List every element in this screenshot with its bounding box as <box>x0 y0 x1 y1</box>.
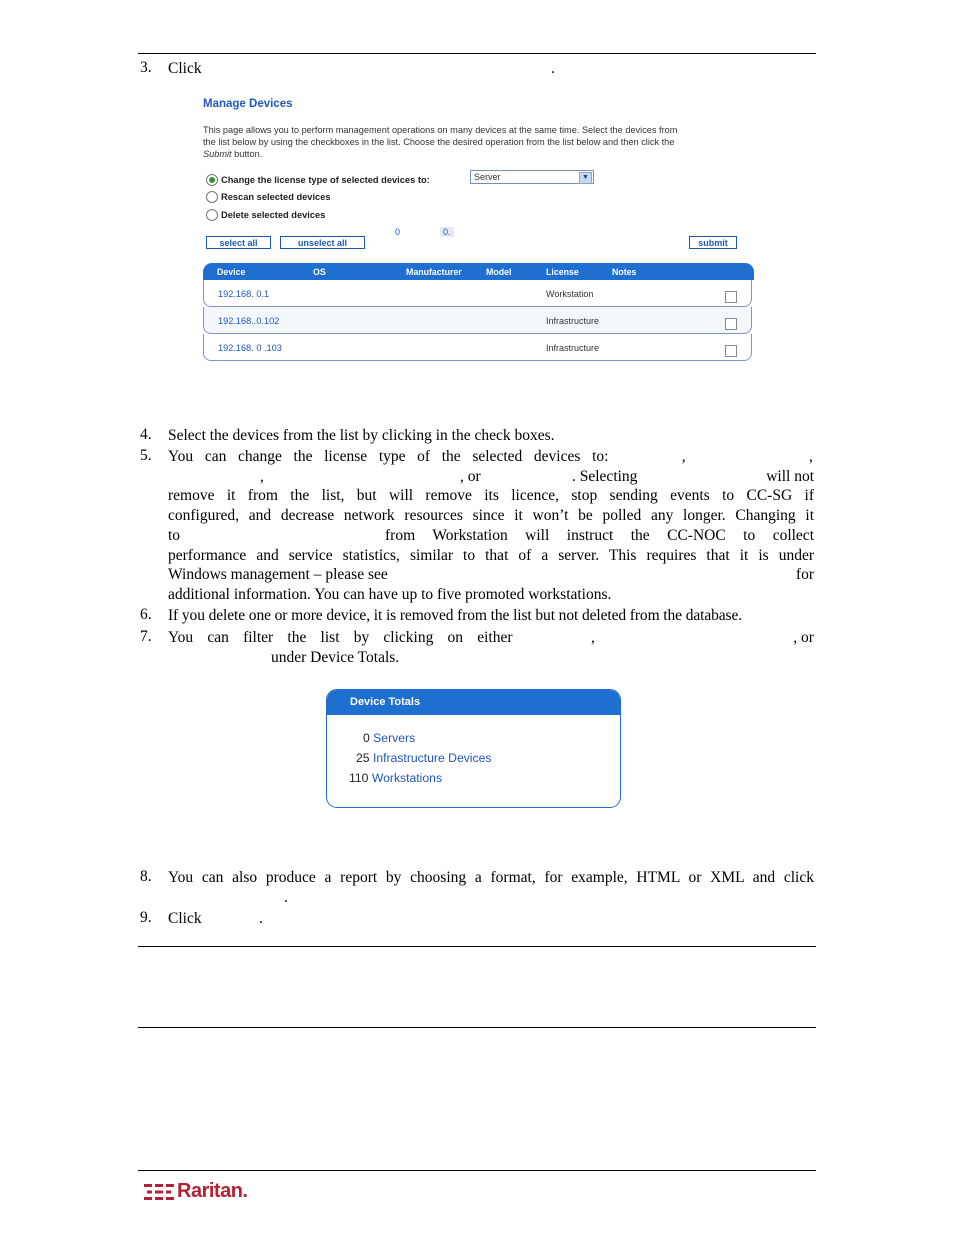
option-rescan-label: Rescan selected devices <box>221 192 331 202</box>
desc-line-3-rest: button. <box>231 149 263 159</box>
option-rescan[interactable] <box>206 191 331 203</box>
infrastructure-total <box>356 751 491 765</box>
desc-line-1: This page allows you to perform management operations on many devices at the same time. Select the devices from <box>203 125 678 135</box>
word: can <box>207 629 229 646</box>
step-3-period: . <box>551 60 555 77</box>
raritan-logo-mark-icon <box>144 1182 174 1202</box>
word: devices <box>533 448 581 465</box>
license-cell: Infrastructure <box>546 343 600 353</box>
workstations-filter-link[interactable]: Workstations <box>371 771 443 785</box>
row-checkbox[interactable] <box>725 345 737 357</box>
word: can <box>204 448 227 465</box>
step-5-line-3: remove it from the list, but will remove its licence, stop sending events to CC-SG if <box>168 487 814 505</box>
infrastructure-filter-link[interactable]: Infrastructure Devices <box>372 751 492 765</box>
top-rule <box>138 53 816 54</box>
step-6-text: If you delete one or more device, it is removed from the list but not deleted from the database. <box>168 607 743 624</box>
step-3-text: Click <box>168 60 202 77</box>
device-totals-panel <box>326 689 621 808</box>
word: to: <box>592 448 609 465</box>
step-4-number: 4. <box>140 426 152 443</box>
section-rule <box>138 1027 816 1028</box>
column-notes[interactable]: Notes <box>612 267 637 277</box>
desc-line-2: the list below by using the checkboxes in the list. Choose the desired operation from the list below and then click the <box>203 137 675 147</box>
word: , or <box>793 629 814 646</box>
step-7-line-2: under Device Totals. <box>271 648 400 666</box>
step-3-number: 3. <box>140 59 152 76</box>
footer-rule <box>138 1170 816 1171</box>
text-fragment: for <box>795 566 814 584</box>
device-link[interactable]: 192.168. 0.1 <box>218 289 270 299</box>
column-model[interactable]: Model <box>486 267 512 277</box>
column-device[interactable]: Device <box>217 267 246 277</box>
word: change <box>237 448 282 465</box>
word: filter <box>243 629 274 646</box>
selected-count: 0 <box>395 227 401 237</box>
text-fragment: will not <box>766 467 814 485</box>
row-checkbox[interactable] <box>725 318 737 330</box>
word: , <box>590 629 595 646</box>
step-5-number: 5. <box>140 447 152 464</box>
servers-count: 0 <box>363 731 370 745</box>
table-header <box>203 263 754 280</box>
table-row <box>203 280 752 307</box>
total-count: 0. <box>440 227 454 237</box>
word: of <box>417 448 431 465</box>
step-6-number: 6. <box>140 606 152 623</box>
radio-icon[interactable] <box>206 209 218 221</box>
word: on <box>447 629 464 646</box>
license-type-select[interactable] <box>470 170 594 184</box>
desc-line-3 <box>203 148 743 160</box>
servers-total <box>363 731 415 745</box>
step-8-period: . <box>284 889 288 906</box>
option-change-license-label: Change the license type of selected devices to: <box>221 175 430 185</box>
workstations-count: 110 <box>349 771 369 785</box>
text-fragment: to <box>168 526 181 544</box>
word: You <box>168 629 194 646</box>
row-checkbox[interactable] <box>725 291 737 303</box>
word: selected <box>472 448 523 465</box>
column-license[interactable]: License <box>546 267 579 277</box>
step-9-number: 9. <box>140 909 152 926</box>
submit-button[interactable]: submit <box>689 236 737 249</box>
device-totals-title: Device Totals <box>327 690 620 715</box>
devices-table <box>203 263 754 372</box>
word: by <box>353 629 370 646</box>
text-fragment: from Workstation will instruct the CC-NOC to collect <box>385 526 814 544</box>
word: license <box>324 448 368 465</box>
word: You <box>168 448 194 465</box>
step-4-text: Select the devices from the list by clicking in the check boxes. <box>168 427 555 444</box>
word: type <box>378 448 406 465</box>
step-9-period: . <box>259 910 263 927</box>
raritan-logo <box>144 1180 247 1203</box>
table-row <box>203 307 752 334</box>
word: the <box>287 629 307 646</box>
unselect-all-button[interactable]: unselect all <box>280 236 365 249</box>
manage-devices-screenshot <box>200 94 760 376</box>
text-fragment: Windows management – please see <box>168 566 388 584</box>
step-5-line-4: configured, and decrease network resources since it won’t be polled any longer. Changing it <box>168 507 814 525</box>
step-5-line-8: additional information. You can have up to five promoted workstations. <box>168 585 612 603</box>
step-8-text: You can also produce a report by choosing a format, for example, HTML or XML and click <box>168 869 814 886</box>
step-5-line-6: performance and service statistics, similar to that of a server. This requires that it is under <box>168 546 814 564</box>
column-os[interactable]: OS <box>313 267 326 277</box>
raritan-logo-text: Raritan. <box>177 1180 248 1202</box>
step-5-text: You can change the license type of the selected devices to: , , , , or . Selecting will not remove it from the list, but will remove its licence, stop sending events to CC-SG if configured, and decrease network resources since it won’t be polled any longer. Changing it to from Workstation will instruct the CC-NOC to collect performance and service statistics, similar to that of a server. This requires that it is under Windows management – please see for additional information. You can have up to five promoted workstations. <box>168 448 814 603</box>
word: either <box>477 629 513 646</box>
manage-devices-title: Manage Devices <box>203 98 293 110</box>
license-select-value: Server <box>474 172 501 182</box>
option-change-license[interactable] <box>206 174 430 186</box>
manage-devices-description <box>203 124 743 160</box>
radio-icon[interactable] <box>206 191 218 203</box>
step-9-text: Click <box>168 910 202 927</box>
option-delete-label: Delete selected devices <box>221 210 326 220</box>
workstations-total <box>349 771 442 785</box>
text-fragment: , or <box>460 467 481 485</box>
word: the <box>293 448 313 465</box>
radio-selected-icon[interactable] <box>206 174 218 186</box>
step-8-number: 8. <box>140 868 152 885</box>
section-rule <box>138 946 816 947</box>
device-link[interactable]: 192.168..0.102 <box>218 316 280 326</box>
servers-filter-link[interactable]: Servers <box>373 731 416 745</box>
word: list <box>320 629 340 646</box>
license-cell: Workstation <box>546 289 594 299</box>
device-link[interactable]: 192.168. 0 .103 <box>218 343 282 353</box>
submit-emphasis: Submit <box>203 149 232 159</box>
license-cell: Infrastructure <box>546 316 600 326</box>
table-row <box>203 334 752 361</box>
text-fragment: . Selecting <box>572 467 638 485</box>
word: the <box>441 448 461 465</box>
step-7-text <box>168 628 814 667</box>
step-7-number: 7. <box>140 628 152 645</box>
select-all-button[interactable]: select all <box>206 236 271 249</box>
word: clicking <box>383 629 434 646</box>
column-manufacturer[interactable]: Manufacturer <box>406 267 462 277</box>
infrastructure-count: 25 <box>356 751 370 765</box>
chevron-down-icon[interactable]: ▼ <box>579 172 592 184</box>
option-delete[interactable] <box>206 209 325 221</box>
